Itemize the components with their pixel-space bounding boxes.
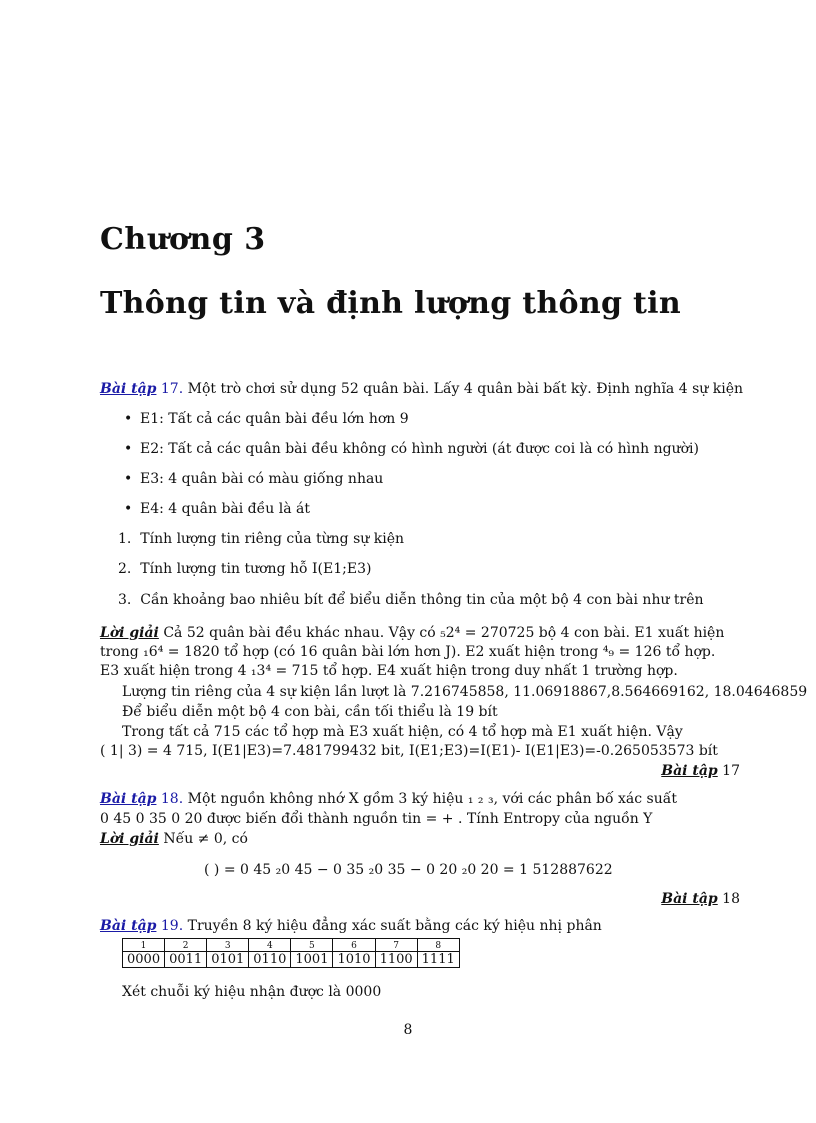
solution-line: ( 1| 3) = 4 715, I(E1|E3)=7.481799432 bit, I(E1;E3)=I(E1)- I(E1|E3)=-0.265053573 bít <box>100 743 718 759</box>
table-cell: 2 <box>165 939 207 952</box>
solution-line: E3 xuất hiện trong 4 ₁3⁴ = 715 tổ hợp. E4 xuất hiện trong duy nhất 1 trường hợp. <box>100 663 678 679</box>
exercise-label[interactable]: Bài tập <box>100 791 157 807</box>
table-row <box>123 939 460 952</box>
exercise-line: 0 45 0 35 0 20 được biến đổi thành nguồn tin = + . Tính Entropy của nguồn Y <box>100 811 653 827</box>
table-cell: 1100 <box>375 952 417 968</box>
solution-line <box>100 624 724 642</box>
exercise-number[interactable]: 18. <box>160 791 184 807</box>
chapter-title: Thông tin và định lượng thông tin <box>100 286 681 321</box>
exercise-intro: Một nguồn không nhớ X gồm 3 ký hiệu ₁ ₂ ₃, với các phân bố xác suất <box>187 791 677 807</box>
solution-label: Lời giải <box>100 831 159 847</box>
table-cell: 0110 <box>249 952 291 968</box>
question-text: Tính lượng tin tương hỗ I(E1;E3) <box>140 561 372 577</box>
question-item <box>118 560 371 578</box>
solution-line: Lượng tin riêng của 4 sự kiện lần lượt là 7.216745858, 11.06918867,8.564669162, 18.04646859 <box>122 684 808 700</box>
bullet-item: • E2: Tất cả các quân bài đều không có hình người (át được coi là có hình người) <box>140 440 699 458</box>
end-number: 17 <box>722 763 740 779</box>
exercise-intro: Một trò chơi sử dụng 52 quân bài. Lấy 4 quân bài bất kỳ. Định nghĩa 4 sự kiện <box>187 381 743 397</box>
table-cell: 0101 <box>207 952 249 968</box>
solution-line: Trong tất cả 715 các tổ hợp mà E3 xuất hiện, có 4 tổ hợp mà E1 xuất hiện. Vậy <box>122 724 683 740</box>
question-text: Tính lượng tin riêng của từng sự kiện <box>140 531 405 547</box>
solution-line: Để biểu diễn một bộ 4 con bài, cần tối thiểu là 19 bít <box>122 704 498 720</box>
table-cell: 4 <box>249 939 291 952</box>
bullet-item: • E3: 4 quân bài có màu giống nhau <box>140 470 383 488</box>
exercise-label[interactable]: Bài tập <box>100 381 157 397</box>
chapter-number: Chương 3 <box>100 222 266 257</box>
exercise-18-header <box>100 790 677 808</box>
table-cell: 0000 <box>123 952 165 968</box>
solution-text: Nếu ≠ 0, có <box>163 831 248 847</box>
table-cell: 5 <box>291 939 333 952</box>
question-text: Cần khoảng bao nhiêu bít để biểu diễn thông tin của một bộ 4 con bài như trên <box>140 592 704 608</box>
question-item <box>118 530 404 548</box>
bullet-item: • E1: Tất cả các quân bài đều lớn hơn 9 <box>140 410 409 428</box>
end-number: 18 <box>722 891 740 907</box>
exercise-19-header <box>100 917 602 935</box>
page-number: 8 <box>403 1022 413 1038</box>
question-number: 2. <box>118 561 132 577</box>
table-cell: 1111 <box>417 952 459 968</box>
exercise-intro: Truyền 8 ký hiệu đẳng xác suất bằng các ký hiệu nhị phân <box>187 918 602 934</box>
exercise-end-marker <box>661 890 740 908</box>
bullet-item: • E4: 4 quân bài đều là át <box>140 500 310 518</box>
exercise-line: Xét chuỗi ký hiệu nhận được là 0000 <box>122 984 382 1000</box>
exercise-number[interactable]: 19. <box>160 918 184 934</box>
question-item <box>118 591 704 609</box>
table-cell: 0011 <box>165 952 207 968</box>
end-label: Bài tập <box>661 763 718 779</box>
table-row <box>123 952 460 968</box>
exercise-number[interactable]: 17. <box>160 381 184 397</box>
solution-line <box>100 830 248 848</box>
question-number: 1. <box>118 531 132 547</box>
end-label: Bài tập <box>661 891 718 907</box>
entropy-formula: ( ) = 0 45 ₂0 45 − 0 35 ₂0 35 − 0 20 ₂0 20 = 1 512887622 <box>204 862 613 878</box>
table-cell: 1010 <box>333 952 375 968</box>
exercise-end-marker <box>661 762 740 780</box>
solution-label: Lời giải <box>100 625 159 641</box>
code-table <box>122 938 460 968</box>
solution-line: trong ₁6⁴ = 1820 tổ hợp (có 16 quân bài lớn hơn J). E2 xuất hiện trong ⁴₉ = 126 tổ hợp. <box>100 644 716 660</box>
exercise-17-header <box>100 380 743 398</box>
solution-text: Cả 52 quân bài đều khác nhau. Vậy có ₅2⁴ = 270725 bộ 4 con bài. E1 xuất hiện <box>163 625 725 641</box>
table-cell: 1 <box>123 939 165 952</box>
table-cell: 1001 <box>291 952 333 968</box>
table-cell: 3 <box>207 939 249 952</box>
table-cell: 8 <box>417 939 459 952</box>
question-number: 3. <box>118 592 132 608</box>
table-cell: 7 <box>375 939 417 952</box>
table-cell: 6 <box>333 939 375 952</box>
exercise-label[interactable]: Bài tập <box>100 918 157 934</box>
